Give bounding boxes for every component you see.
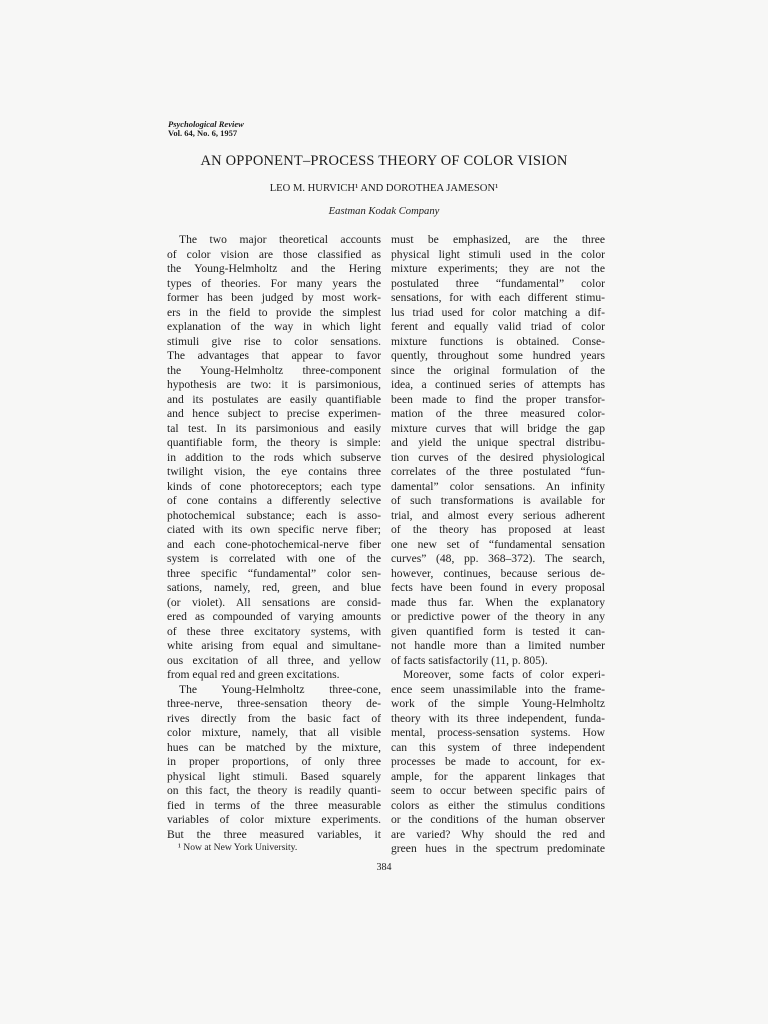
text-line: damental” color sensations. An infinity [391, 479, 605, 493]
text-line: The Young-Helmholtz three-cone, [179, 682, 381, 696]
text-line: from equal red and green excitations. [167, 668, 340, 681]
text-line: types of theories. For many years the [167, 276, 381, 290]
text-line: hues can be matched by the mixture, [167, 740, 381, 754]
text-line: since the original formulation of the [391, 363, 605, 377]
text-line: of these three excitatory systems, with [167, 624, 381, 638]
text-line: mixture functions is obtained. Conse- [391, 334, 605, 348]
text-line: tal test. In its parsimonious and easily [167, 421, 381, 435]
text-line: physical light stimuli. Based squarely [167, 769, 381, 783]
text-line: system is correlated with one of the [167, 552, 381, 565]
text-line: are varied? Why should the red and [391, 827, 605, 841]
text-line: quantifiable form, the theory is simple: [167, 436, 381, 449]
text-line: in proper proportions, of only three [167, 755, 381, 768]
text-line: The two major theoretical accounts [179, 233, 381, 246]
text-line: ample, for the apparent linkages that [391, 769, 605, 783]
text-line: the Young-Helmholtz and the Hering [167, 262, 381, 275]
text-line: ence seem unassimilable into the frame- [391, 682, 605, 696]
text-line: not handle more than a limited number [391, 639, 605, 652]
text-line: trial, and almost every serious adherent [391, 508, 605, 522]
text-line: the Young-Helmholtz three-component [167, 363, 381, 377]
text-line: and yield the unique spectral distribu- [391, 436, 605, 449]
text-line: ous excitation of all three, and yellow [167, 653, 381, 667]
text-line: stimuli give rise to color sensations. [167, 334, 381, 348]
text-line: can this system of three independent [391, 740, 605, 754]
text-line: physical light stimuli used in the color [391, 247, 605, 261]
text-line: made thus far. When the explanatory [391, 595, 605, 609]
text-line: ers in the field to provide the simplest [167, 305, 381, 319]
text-line: green hues in the spectrum predominate [391, 842, 605, 855]
text-line: fied in terms of the three measurable [167, 798, 381, 812]
text-line: mation of the three measured color- [391, 407, 605, 420]
affiliation: Eastman Kodak Company [328, 206, 440, 217]
text-line: theory with its three independent, funda- [391, 711, 605, 725]
text-line: quently, throughout some hundred years [391, 349, 605, 362]
text-line: lus triad used for color matching a dif- [391, 305, 605, 319]
text-line: sations, namely, red, green, and blue [167, 581, 381, 594]
text-line: idea, a continued series of attempts has [391, 378, 605, 391]
text-line: must be emphasized, are the three [391, 233, 605, 246]
text-line: fects have been found in every proposal [391, 581, 605, 594]
footnote: ¹ Now at New York University. [178, 842, 298, 853]
text-line: and its postulates are easily quantifiable [167, 392, 381, 406]
text-line: or the conditions of the human observer [391, 813, 605, 826]
text-line: of the theory has proposed at least [391, 523, 605, 536]
text-line: variables of color mixture experiments. [167, 813, 381, 826]
text-line: (or violet). All sensations are consid- [167, 595, 381, 609]
text-line: been made to find the proper transfor- [391, 392, 605, 406]
text-line: colors as either the stimulus conditions [391, 798, 605, 812]
text-line: curves” (48, pp. 368–372). The search, [391, 552, 605, 565]
text-line: however, continues, because serious de- [391, 566, 605, 580]
text-line: and each cone-photochemical-nerve fiber [167, 537, 381, 551]
authors: LEO M. HURVICH¹ AND DOROTHEA JAMESON¹ [269, 183, 499, 194]
text-line: three-nerve, three-sensation theory de- [167, 697, 381, 710]
text-line: color mixture, namely, that all visible [167, 726, 381, 739]
journal-citation [168, 120, 244, 137]
page-number: 384 [376, 862, 392, 873]
text-line: and hence subject to precise experimen- [167, 407, 381, 420]
text-line: postulated three “fundamental” color [391, 276, 605, 290]
text-line: The advantages that appear to favor [167, 349, 381, 362]
text-line: on this fact, the theory is readily quanti- [167, 784, 381, 797]
text-line: white arising from equal and simultane- [167, 639, 381, 652]
journal-volume: Vol. 64, No. 6, 1957 [168, 127, 238, 138]
text-line: mixture experiments; they are not the [391, 262, 605, 275]
text-line: in addition to the rods which subserve [167, 450, 381, 464]
text-line: sensations, for with each different stimu- [391, 291, 605, 304]
text-line: of such transformations is available for [391, 494, 605, 507]
text-line: kinds of cone photoreceptors; each type [167, 479, 381, 493]
text-line: seem to occur between specific pairs of [391, 784, 605, 797]
text-column-left [167, 233, 381, 842]
text-line: photochemical substance; each is asso- [167, 508, 381, 522]
text-line: processes be made to account, for ex- [391, 755, 605, 768]
article-title: AN OPPONENT–PROCESS THEORY OF COLOR VISION [200, 153, 568, 169]
text-line: former has been judged by most work- [167, 291, 381, 304]
text-line: hypothesis are two: it is parsimonious, [167, 378, 381, 391]
text-line: mental, process-sensation systems. How [391, 726, 605, 739]
text-line: ciated with its own specific nerve fiber; [167, 523, 381, 536]
text-line: Moreover, some facts of color experi- [403, 668, 605, 681]
text-line: ered as compounded of varying amounts [167, 610, 381, 623]
text-line: one new set of “fundamental sensation [391, 537, 605, 551]
text-line: given quantified form is tested it can- [391, 624, 605, 638]
text-column-right [391, 233, 605, 857]
text-line: of color vision are those classified as [167, 247, 381, 261]
text-line: three specific “fundamental” color sen- [167, 566, 381, 580]
text-line: of facts satisfactorily (11, p. 805). [391, 653, 548, 667]
journal-name: Psychological Review [168, 119, 244, 129]
text-line: explanation of the way in which light [167, 320, 381, 333]
text-line: or predictive power of the theory in any [391, 610, 605, 623]
text-line: correlates of the three postulated “fun- [391, 465, 605, 478]
text-line: tion curves of the desired physiological [391, 450, 605, 464]
text-line: ferent and equally valid triad of color [391, 320, 605, 333]
text-line: But the three measured variables, it [167, 827, 381, 841]
text-line: twilight vision, the eye contains three [167, 465, 381, 478]
text-line: of cone contains a differently selective [167, 494, 381, 507]
text-line: work of the simple Young-Helmholtz [391, 697, 605, 710]
text-line: rives directly from the basic fact of [167, 711, 381, 725]
text-line: mixture curves that will bridge the gap [391, 421, 605, 435]
